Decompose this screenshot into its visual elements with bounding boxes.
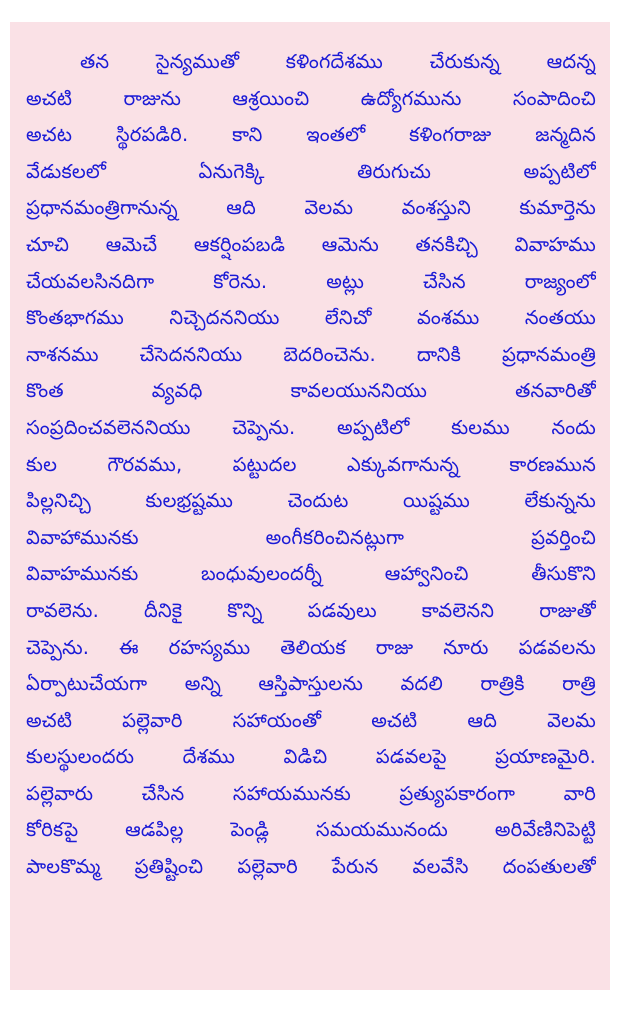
text-line: వేడుకలలో ఏనుగెక్కి తిరుగుచు అప్పటిలో <box>26 159 596 183</box>
text-line: చెప్పెను. ఈ రహస్యము తెలియక రాజు నూరు పడవలను <box>26 635 596 659</box>
text-line: కొంత వ్యవధి కావలయుననియు తనవారితో <box>26 379 596 403</box>
text-line: వివాహామునకు అంగీకరించినట్లుగా ప్రవర్తించి <box>26 525 596 549</box>
text-line: ఏర్పాటుచేయగా అన్ని ఆస్తిపాస్తులను వదలి రాత్రికి రాత్రి <box>26 672 596 696</box>
text-line: అచటి రాజును ఆశ్రయించి ఉద్యోగమును సంపాదించి <box>26 86 596 110</box>
text-line: ప్రధానమంత్రిగానున్న ఆది వెలమ వంశస్తుని కుమార్తెను <box>26 196 596 220</box>
text-line: చేయవలసినదిగా కోరెను. అట్లు చేసిన రాజ్యంలో <box>26 269 596 293</box>
text-line: రావలెను. దీనికై కొన్ని పడవులు కావలెనని రాజుతో <box>26 598 596 622</box>
text-line: పిల్లనిచ్చి కులభ్రష్టము చెందుట యిష్టము లేకున్నను <box>26 489 596 513</box>
text-line: అచట స్థిరపడిరి. కాని ఇంతలో కళింగరాజు జన్మదిన <box>26 123 596 147</box>
text-line: పాలకొమ్మ ప్రతిష్టించి పల్లెవారి పేరున వలవేసి దంపతులతో <box>26 855 596 879</box>
paragraph <box>26 44 596 886</box>
text-line: వివాహమునకు బంధువులందర్నీ ఆహ్వానించి తీసుకొని <box>26 562 596 586</box>
text-line: కుల గౌరవము, పట్టుదల ఎక్కువగానున్న కారణమున <box>26 452 596 476</box>
text-line: నాశనము చేసెదననియు బెదరించెను. దానికి ప్రధానమంత్రి <box>26 342 596 366</box>
text-line: కులస్థులందరు దేశము విడిచి పడవలపై ప్రయాణమైరి. <box>26 745 596 769</box>
text-line: సంప్రదించవలెననియు చెప్పెను. అప్పటిలో కులము నందు <box>26 415 596 439</box>
text-line: పల్లెవారు చేసిన సహాయమునకు ప్రత్యుపకారంగా వారి <box>26 781 596 805</box>
page-panel <box>10 22 610 990</box>
text-line: కొంతభాగము నిచ్చెదననియు లేనిచో వంశము నంతయు <box>26 306 596 330</box>
text-line: అచటి పల్లెవారి సహాయంతో అచటి ఆది వెలమ <box>26 708 596 732</box>
text-line: చూచి ఆమెచే ఆకర్షింపబడి ఆమెను తనకిచ్చి వివాహము <box>26 232 596 256</box>
text-line: తన సైన్యముతో కళింగదేశము చేరుకున్న ఆదన్న <box>80 50 596 73</box>
text-line: కోరికపై ఆడపిల్ల పెండ్లి సమయమునందు అరివేణినిపెట్టి <box>26 818 596 842</box>
